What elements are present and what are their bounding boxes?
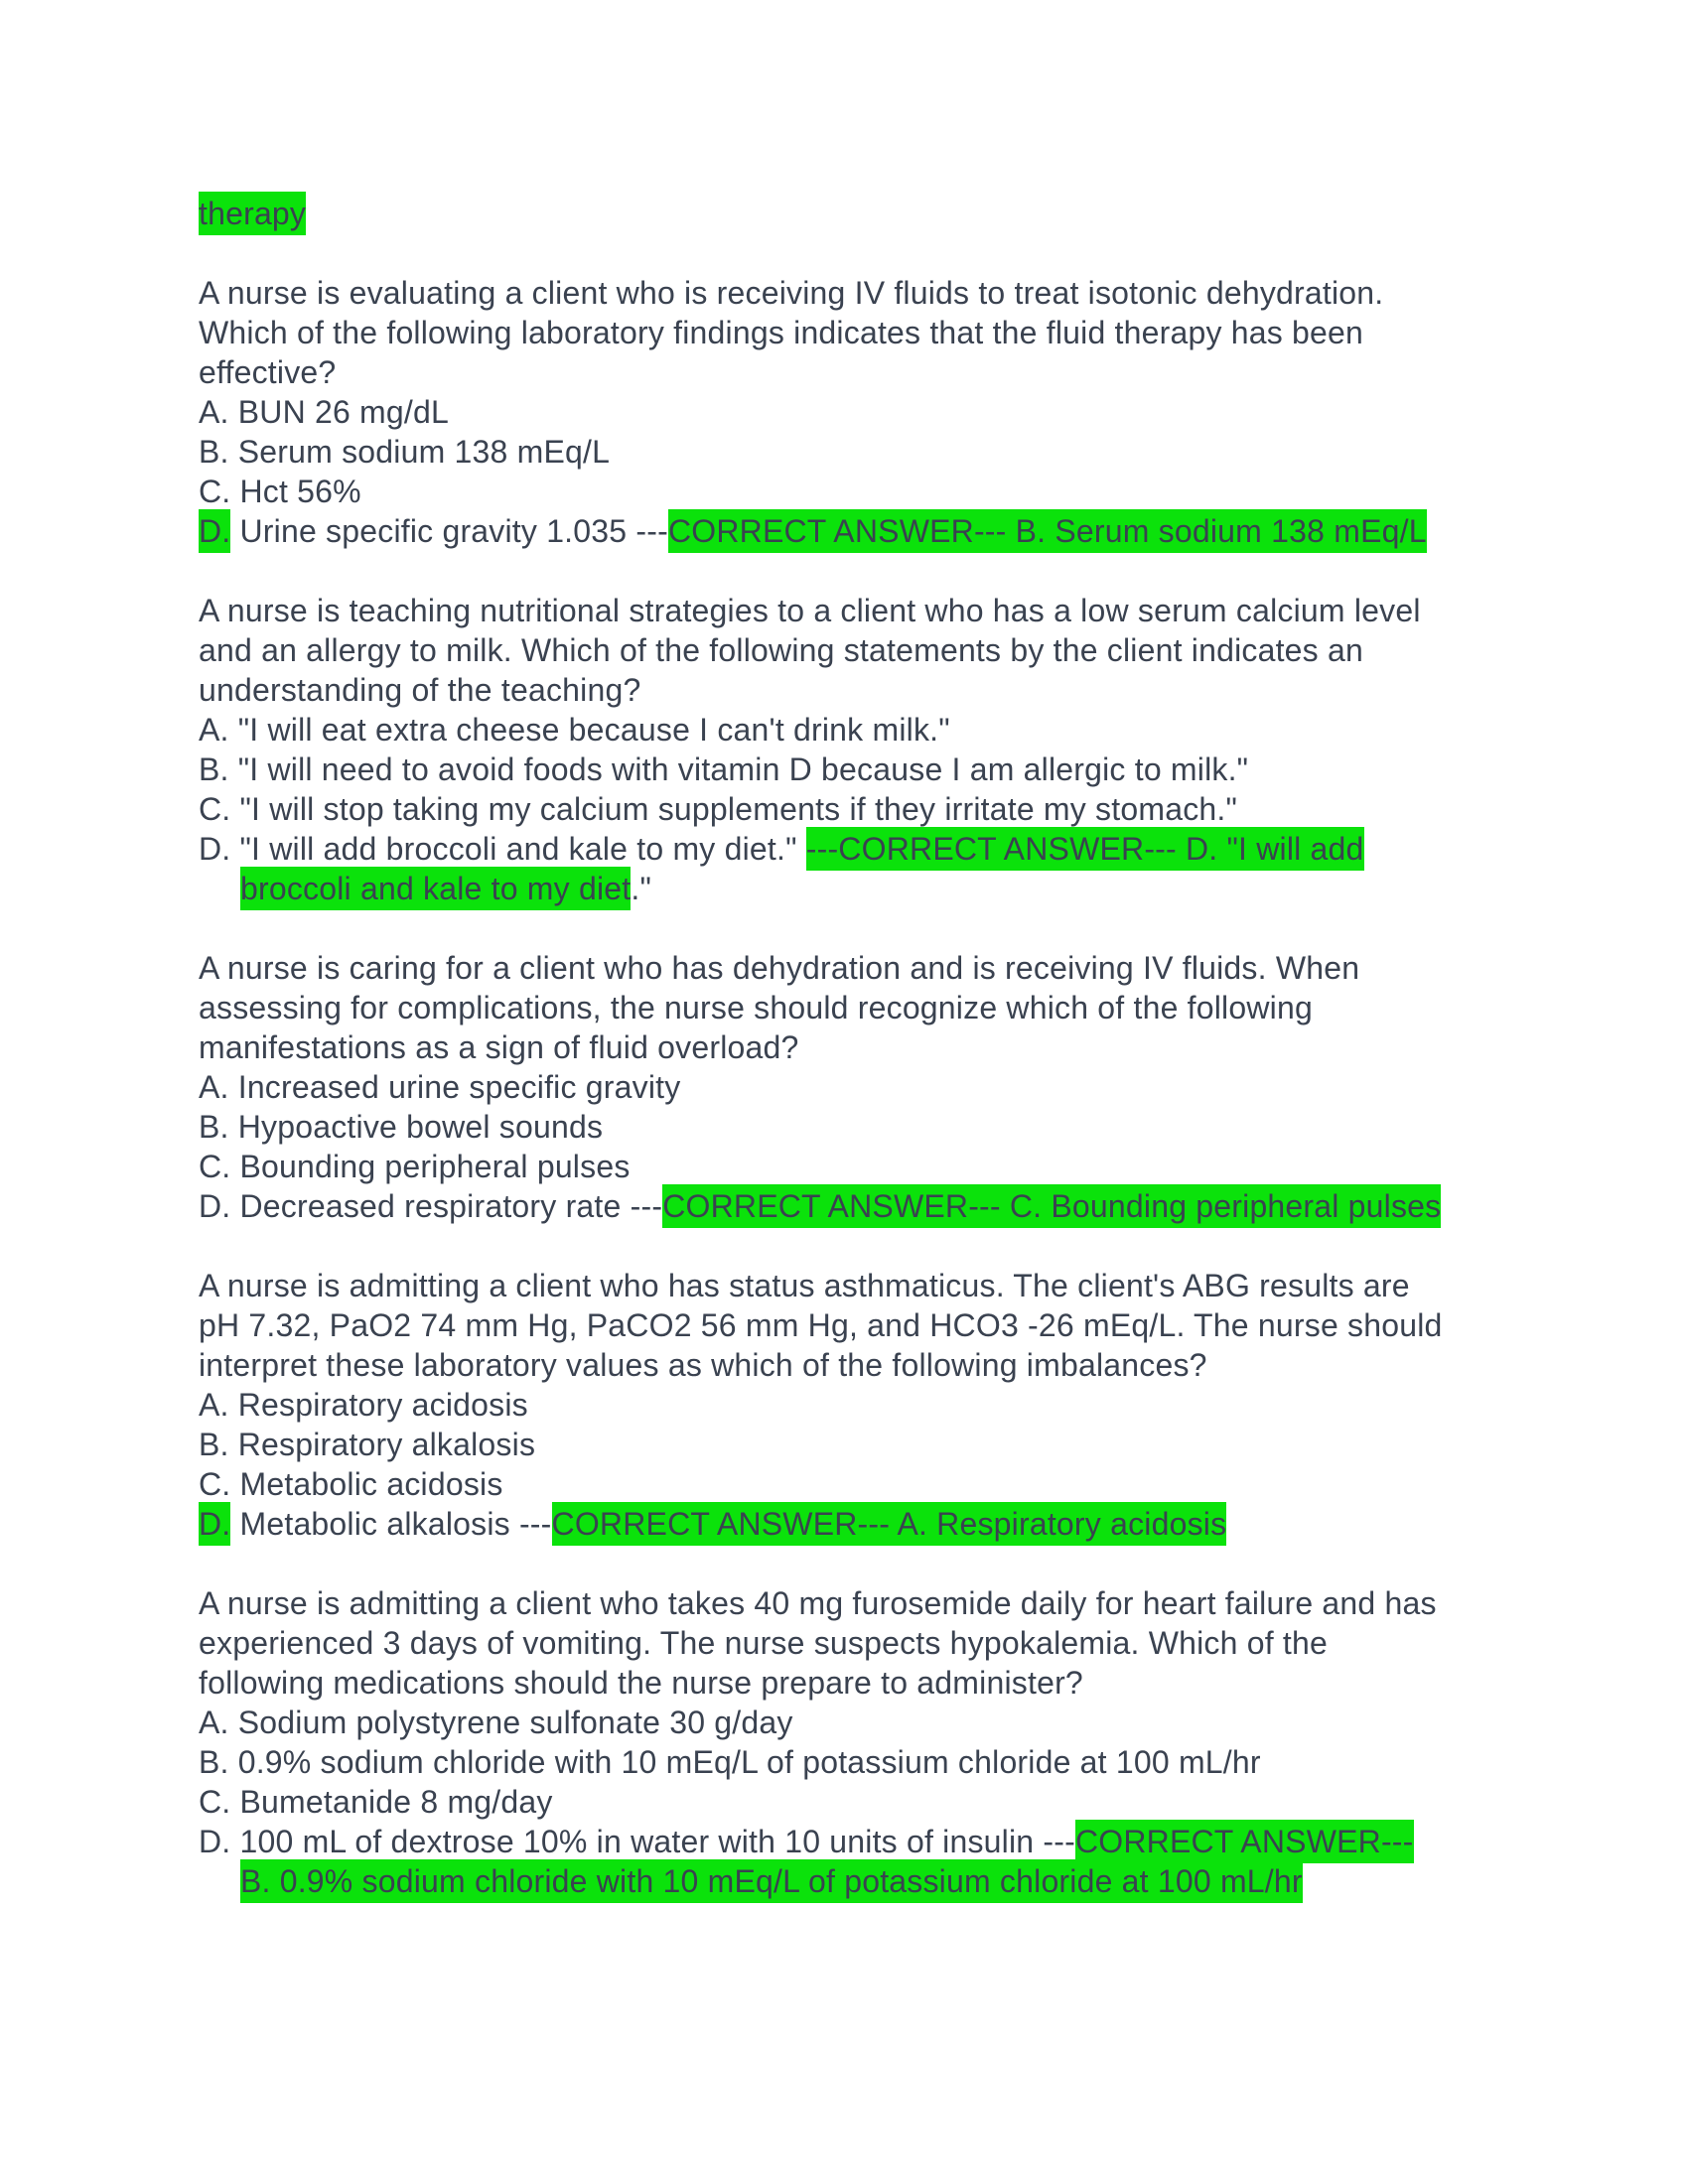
text-line [199, 1822, 1549, 1861]
highlighted-segment: ---CORRECT ANSWER--- D. "I will add [806, 827, 1364, 871]
text-line [199, 670, 1549, 710]
text-line [199, 511, 1549, 551]
text-line [199, 273, 1549, 313]
document-content [199, 194, 1549, 1901]
text-line [199, 630, 1549, 670]
text-segment: A nurse is admitting a client who has status asthmaticus. The client's ABG results are [199, 1268, 1410, 1303]
text-segment: D. "I will add broccoli and kale to my diet." [199, 831, 806, 867]
text-line [199, 1742, 1549, 1782]
question-4-block [199, 1266, 1549, 1544]
text-line [199, 1464, 1549, 1504]
text-line [199, 1186, 1549, 1226]
text-segment: A. "I will eat extra cheese because I can't drink milk." [199, 712, 950, 748]
text-line [199, 1623, 1549, 1663]
text-line [199, 1147, 1549, 1186]
text-segment: understanding of the teaching? [199, 672, 641, 708]
text-line [199, 591, 1549, 630]
text-line [199, 1425, 1549, 1464]
text-segment: and an allergy to milk. Which of the following statements by the client indicates an [199, 632, 1363, 668]
text-segment: manifestations as a sign of fluid overload? [199, 1029, 799, 1065]
text-segment: B. "I will need to avoid foods with vitamin D because I am allergic to milk." [199, 751, 1249, 787]
text-line [199, 1583, 1549, 1623]
text-line [199, 948, 1549, 988]
highlighted-segment: broccoli and kale to my diet [240, 867, 631, 910]
text-line [199, 1266, 1549, 1305]
text-segment: D. 100 mL of dextrose 10% in water with 10 units of insulin --- [199, 1824, 1075, 1859]
text-line [199, 710, 1549, 750]
highlighted-segment: B. 0.9% sodium chloride with 10 mEq/L of potassium chloride at 100 mL/hr [240, 1859, 1303, 1903]
text-segment: effective? [199, 354, 337, 390]
text-segment: following medications should the nurse prepare to administer? [199, 1665, 1083, 1701]
text-line [199, 313, 1549, 352]
text-segment: B. 0.9% sodium chloride with 10 mEq/L of potassium chloride at 100 mL/hr [199, 1744, 1261, 1780]
text-segment: C. Hct 56% [199, 474, 361, 509]
highlighted-segment: D. [199, 1502, 230, 1546]
text-line [199, 1067, 1549, 1107]
text-segment: B. Respiratory alkalosis [199, 1427, 536, 1462]
text-line [199, 1663, 1549, 1703]
question-1-block [199, 273, 1549, 551]
text-line [199, 1305, 1549, 1345]
text-line [199, 1861, 1549, 1901]
text-line [199, 750, 1549, 789]
text-line [199, 829, 1549, 869]
text-segment: A. BUN 26 mg/dL [199, 394, 449, 430]
text-segment: D. Decreased respiratory rate --- [199, 1188, 663, 1224]
text-segment: ." [631, 871, 652, 906]
text-line [199, 1703, 1549, 1742]
text-line [199, 869, 1549, 908]
text-segment: experienced 3 days of vomiting. The nurse suspects hypokalemia. Which of the [199, 1625, 1328, 1661]
text-line [199, 1385, 1549, 1425]
text-segment: C. "I will stop taking my calcium supplements if they irritate my stomach." [199, 791, 1238, 827]
text-line [199, 472, 1549, 511]
highlighted-segment: therapy [199, 192, 306, 235]
highlighted-segment: CORRECT ANSWER--- A. Respiratory acidosis [552, 1502, 1227, 1546]
text-line [199, 988, 1549, 1027]
question-2-block [199, 591, 1549, 908]
text-segment: Which of the following laboratory findings indicates that the fluid therapy has been [199, 315, 1364, 350]
text-line [199, 352, 1549, 392]
text-segment: A nurse is caring for a client who has dehydration and is receiving IV fluids. When [199, 950, 1360, 986]
text-segment: A nurse is teaching nutritional strategies to a client who has a low serum calcium level [199, 593, 1421, 628]
text-segment: C. Bounding peripheral pulses [199, 1149, 631, 1184]
text-line [199, 1782, 1549, 1822]
text-segment: A. Respiratory acidosis [199, 1387, 528, 1423]
text-line [199, 1345, 1549, 1385]
highlighted-segment: CORRECT ANSWER--- C. Bounding peripheral pulses [662, 1184, 1441, 1228]
text-line [199, 1027, 1549, 1067]
text-segment: A. Sodium polystyrene sulfonate 30 g/day [199, 1705, 793, 1740]
text-segment: assessing for complications, the nurse should recognize which of the following [199, 990, 1313, 1025]
text-segment: Metabolic alkalosis --- [230, 1506, 552, 1542]
text-line [199, 392, 1549, 432]
text-segment: Urine specific gravity 1.035 --- [230, 513, 668, 549]
text-segment: B. Serum sodium 138 mEq/L [199, 434, 611, 470]
highlighted-segment: CORRECT ANSWER--- B. Serum sodium 138 mEq/L [668, 509, 1427, 553]
text-line [199, 432, 1549, 472]
text-line [199, 1107, 1549, 1147]
text-segment: pH 7.32, PaO2 74 mm Hg, PaCO2 56 mm Hg, and HCO3 -26 mEq/L. The nurse should [199, 1307, 1443, 1343]
highlighted-segment: D. [199, 509, 230, 553]
text-segment: A. Increased urine specific gravity [199, 1069, 681, 1105]
text-segment: C. Metabolic acidosis [199, 1466, 503, 1502]
text-segment: A nurse is evaluating a client who is receiving IV fluids to treat isotonic dehydration. [199, 275, 1384, 311]
topic-heading-block [199, 194, 1549, 233]
question-3-block [199, 948, 1549, 1226]
text-segment: A nurse is admitting a client who takes 40 mg furosemide daily for heart failure and has [199, 1585, 1437, 1621]
text-segment: C. Bumetanide 8 mg/day [199, 1784, 553, 1820]
text-segment: interpret these laboratory values as which of the following imbalances? [199, 1347, 1207, 1383]
question-5-block [199, 1583, 1549, 1901]
text-segment: B. Hypoactive bowel sounds [199, 1109, 604, 1145]
text-line [199, 194, 1549, 233]
text-line [199, 1504, 1549, 1544]
text-line [199, 789, 1549, 829]
highlighted-segment: CORRECT ANSWER--- [1075, 1820, 1414, 1863]
